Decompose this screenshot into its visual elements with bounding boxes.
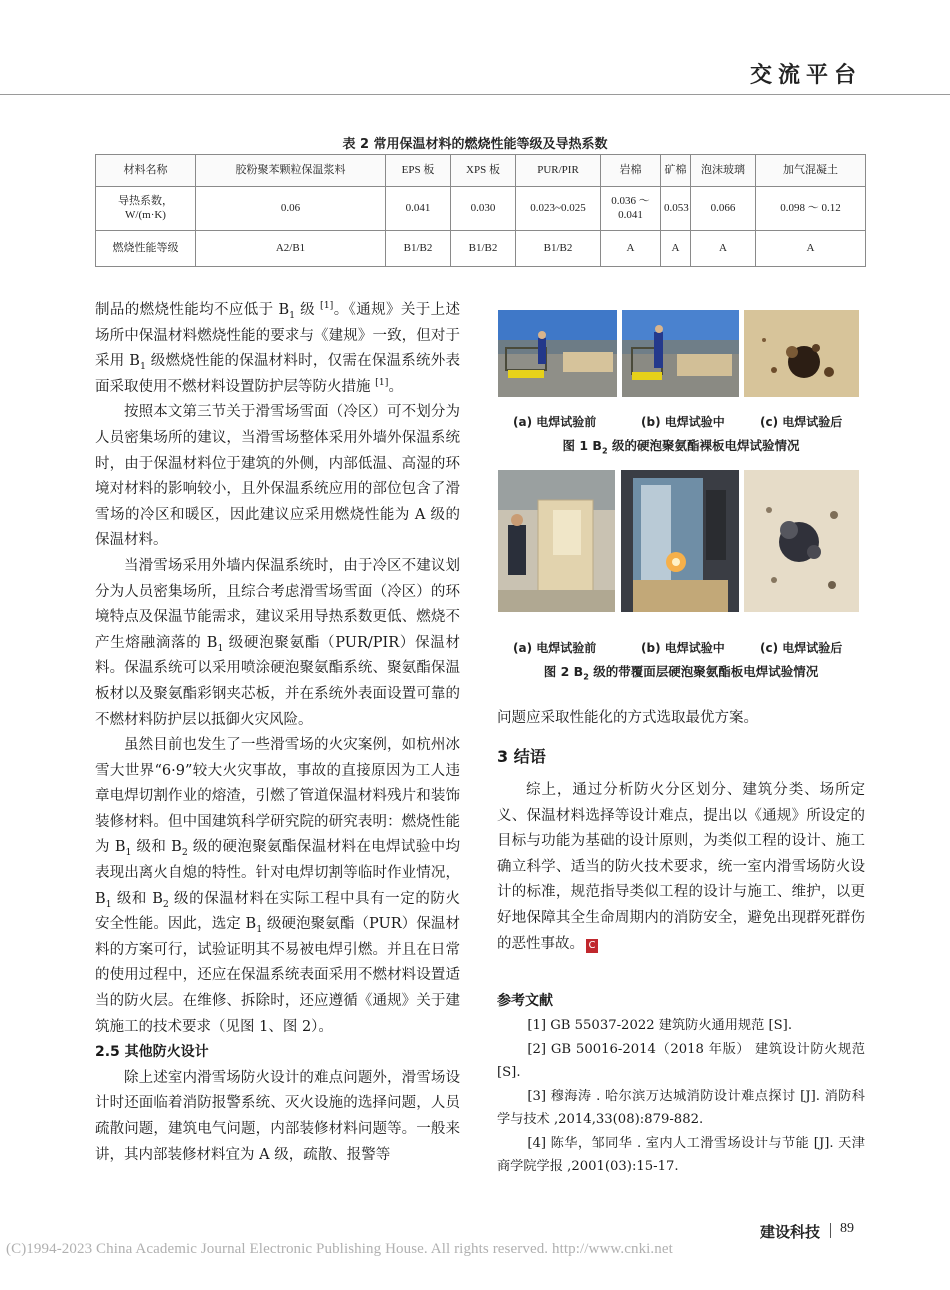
copyright-watermark: (C)1994-2023 China Academic Journal Electronic Publishing House. All rights reserved. http://www.cnki.net [6,1241,673,1257]
figure1-subcaption-c: (c) 电焊试验后 [760,415,843,429]
end-mark-icon: C [586,939,598,953]
table-cell: 燃烧性能等级 [96,231,196,267]
paragraph: 综上，通过分析防火分区划分、建筑分类、场所定义、保温材料选择等设计难点，提出以《通规》所设定的目标与功能为基础的设计原则，为类似工程的设计、施工确立科学、适当的防火技术要求，统一室内滑雪场防火设计的标准，规范指导类似工程的设计与施工、维护，以更好地保障其全生命周期内的消防安全，避免出现群死群伤的恶性事故。 C [497,782,865,952]
table-cell: B1/B2 [386,231,451,267]
page-number: 89 [840,1221,854,1236]
conclusion-text [497,778,865,957]
figure1-photo-b [622,310,739,397]
section-title: 交流平台 [749,63,862,88]
table-cell: 0.023~0.025 [516,187,601,231]
right-column-continuation [497,706,865,732]
references-heading: 参考文献 [497,993,553,1009]
table-row [96,187,866,231]
figure2-photo-a [498,470,615,612]
table-cell: 导热系数，W/(m·K) [96,187,196,231]
figure2-subcaption-b: (b) 电焊试验中 [641,641,725,655]
table-cell: B1/B2 [451,231,516,267]
section-heading-conclusion: 3 结语 [497,747,546,766]
table-cell: 0.06 [196,187,386,231]
figure2-caption: 图 2 $B_2$ 级的带覆面层硬泡聚氨酯板电焊试验情况 [543,664,819,682]
reference-item: [2] GB 50016-2014（2018 年版） 建筑设计防火规范 [S]. [497,1041,865,1080]
table-cell: A2/B1 [196,231,386,267]
figure2-photo-b [621,470,739,612]
table-cell: 0.036 ～ 0.041 [601,187,661,231]
paragraph: 虽然目前也发生了一些滑雪场的火灾案例，如杭州冰雪大世界“6·9”较大火灾事故，事故的直接原因为工人违章电焊切割作业的熔渣，引燃了管道保温材料残片和装饰装修材料。但中国建筑科学研究院的研究表明：燃烧性能为 $B_1$ 级和 $B_2$ 级的硬泡聚氨酯保温材料在电焊试验中均表现出离火自熄的特性。针对电焊切割等临时作业情况，$B_1$ 级和 $B_2$ 级的保温材料在实际工程中具有一定的防火安全性能。因此，选定 $B_1$ 级硬泡聚氨酯（PUR）保温材料的方案可行，试验证明其不易被电焊引燃。并且在日常的使用过程中，还应在保温系统表面采用不燃材料设置适当的防火层。在维修、拆除时，还应遵循《通规》关于建筑施工的技术要求（见图 1、图 2）。 [95,737,461,1035]
table-cell: B1/B2 [516,231,601,267]
table-cell: 0.066 [691,187,756,231]
figure1-subcaption-a: (a) 电焊试验前 [513,415,597,429]
table-cell: 0.041 [386,187,451,231]
table-cell: 泡沫玻璃 [691,155,756,187]
section-heading: 2.5 其他防火设计 [95,1044,209,1061]
table-row [96,231,866,267]
reference-item: [4] 陈华，邹同华 . 室内人工滑雪场设计与节能 [J]. 天津商学院学报 ,2001(03):15-17. [497,1135,865,1174]
header-divider [0,94,950,95]
table-cell: PUR/PIR [516,155,601,187]
table-cell: A [691,231,756,267]
figure1-photo-a [498,310,617,397]
table-cell: XPS 板 [451,155,516,187]
figure2-subcaption-a: (a) 电焊试验前 [513,641,597,655]
table-cell: 胶粉聚苯颗粒保温浆料 [196,155,386,187]
table-cell: EPS 板 [386,155,451,187]
figure2-photo-c [744,470,859,612]
table-cell: 0.053 [661,187,691,231]
table-header-row [96,155,866,187]
references-list [497,1014,865,1179]
figure1-caption: 图 1 $B_2$ 级的硬泡聚氨酯裸板电焊试验情况 [562,438,800,456]
insulation-materials-table [95,154,866,267]
figure1-photo-c [744,310,859,397]
table-cell: 0.030 [451,187,516,231]
table-cell: A [661,231,691,267]
table-cell: 加气混凝土 [756,155,866,187]
paragraph: 除上述室内滑雪场防火设计的难点问题外，滑雪场设计时还面临着消防报警系统、灭火设施的选择问题，人员疏散问题，建筑电气问题，内部装修材料问题等。一般来讲，其内部装修材料宜为 A 级，疏散、报警等 [95,1069,460,1163]
table-cell: A [756,231,866,267]
journal-name: 建设科技 [759,1223,820,1241]
left-column-text [95,298,460,1168]
table-cell: A [601,231,661,267]
figure2-subcaption-c: (c) 电焊试验后 [760,641,843,655]
figure1-subcaption-b: (b) 电焊试验中 [641,415,725,429]
reference-item: [3] 穆海涛 . 哈尔滨万达城消防设计难点探讨 [J]. 消防科学与技术 ,2014,33(08):879-882. [497,1088,865,1127]
reference-item: [1] GB 55037-2022 建筑防火通用规范 [S]. [527,1018,793,1033]
paragraph: 制品的燃烧性能均不应低于 $B_1$ 级 [1]。《通规》关于上述场所中保温材料燃烧性能的要求与《建规》一致，但对于采用 $B_1$ 级燃烧性能的保温材料时，仅需在保温系统外表面采取使用不燃材料设置防护层等防火措施 [1]。 [95,300,461,395]
table-cell: 0.098 ～ 0.12 [756,187,866,231]
table-cell: 岩棉 [601,155,661,187]
paragraph: 按照本文第三节关于滑雪场雪面（冷区）可不划分为人员密集场所的建议，当滑雪场整体采用外墙外保温系统时，由于保温材料位于建筑的外侧，内部低温、高湿的环境对材料的影响较小，且外保温系统应用的部位包含了滑雪场的冷区和暖区，因此建议应采用燃烧性能为 A 级的保温材料。 [95,404,460,549]
footer-separator [830,1223,831,1238]
paragraph: 问题应采取性能化的方式选取最优方案。 [497,710,758,726]
table-cell: 矿棉 [661,155,691,187]
table-cell: 材料名称 [96,155,196,187]
paragraph: 当滑雪场采用外墙内保温系统时，由于冷区不建议划分为人员密集场所，且综合考虑滑雪场雪面（冷区）的环境特点及保温节能需求，建议采用导热系数更低、燃烧不产生熔融滴落的 $B_1$ 级硬泡聚氨酯（PUR/PIR）保温材料。保温系统可以采用喷涂硬泡聚氨酯系统、聚氨酯保温板材以及聚氨酯彩钢夹芯板，并在系统外表面设置可靠的不燃材料防护层以抵御火灾风险。 [95,557,460,728]
table-caption: 表 2 常用保温材料的燃烧性能等级及导热系数 [342,137,608,152]
